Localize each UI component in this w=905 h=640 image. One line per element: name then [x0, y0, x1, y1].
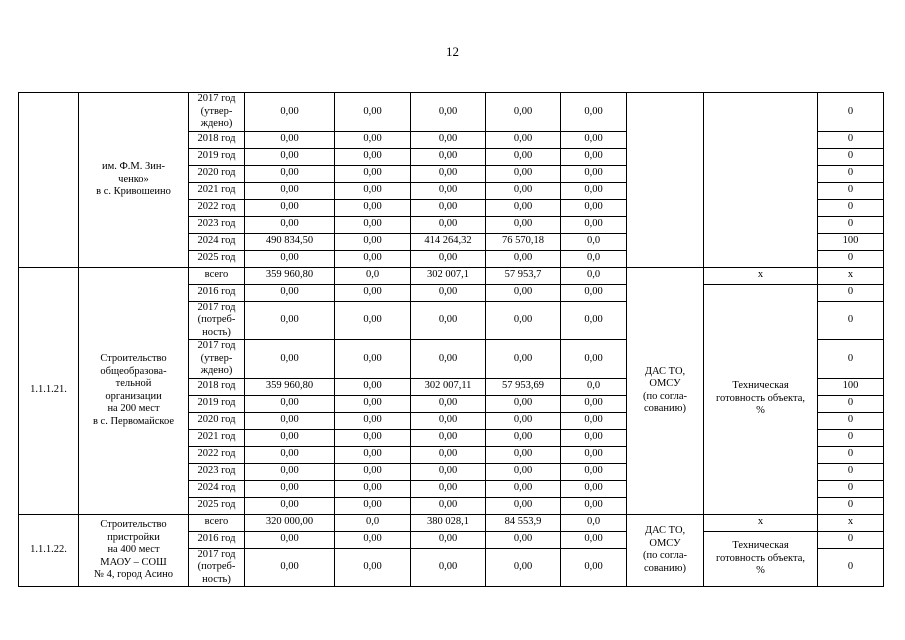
value-cell-v5: 0,0 — [561, 250, 627, 267]
text-line: 2017 год — [197, 548, 236, 560]
value-cell-v2: 0,0 — [335, 514, 411, 531]
value-cell-v4: 0,00 — [486, 301, 561, 340]
text-line: Техническая — [732, 380, 789, 392]
value-cell-v1: 0,00 — [245, 216, 335, 233]
period-label — [189, 131, 245, 148]
value-cell-v5: 0,0 — [561, 233, 627, 250]
value-cell-v4: 0,00 — [486, 182, 561, 199]
text-line: 2017 год — [197, 301, 236, 313]
text-line: (потреб- — [197, 314, 236, 325]
text-line: 2020 год — [197, 167, 236, 179]
value-cell-v4: 57 953,69 — [486, 378, 561, 395]
indicator-cell — [704, 267, 818, 284]
value-cell-v5: 0,00 — [561, 148, 627, 165]
value-cell-v2: 0,00 — [335, 131, 411, 148]
table-row — [19, 267, 884, 284]
value-cell-v2: 0,00 — [335, 93, 411, 132]
value-cell-v1: 359 960,80 — [245, 378, 335, 395]
period-label — [189, 165, 245, 182]
value-cell-v3: 0,00 — [411, 463, 486, 480]
text-line: ность) — [202, 573, 231, 585]
value-cell-v2: 0,00 — [335, 182, 411, 199]
period-label — [189, 182, 245, 199]
value-cell-v3: 0,00 — [411, 395, 486, 412]
value-cell-v2: 0,00 — [335, 301, 411, 340]
text-line: всего — [204, 516, 229, 528]
text-line: 2025 год — [197, 499, 236, 511]
value-cell-v5: 0,00 — [561, 216, 627, 233]
text-line: (потреб- — [197, 561, 236, 572]
value-cell-v4: 0,00 — [486, 395, 561, 412]
text-line: (по согла- — [642, 550, 688, 562]
text-line: ДАС ТО, — [644, 365, 686, 377]
value-cell-v4: 0,00 — [486, 463, 561, 480]
value-cell-v1: 0,00 — [245, 395, 335, 412]
text-line: готовность объекта, — [716, 552, 805, 564]
value-cell-v4: 0,00 — [486, 93, 561, 132]
value-cell-v1: 0,00 — [245, 131, 335, 148]
period-label — [189, 233, 245, 250]
period-label — [189, 497, 245, 514]
value-cell-v1: 0,00 — [245, 548, 335, 587]
indicator-value: 0 — [818, 301, 884, 340]
text-line: Строительство — [100, 519, 167, 530]
value-cell-v5: 0,0 — [561, 514, 627, 531]
indicator-value: 0 — [818, 531, 884, 548]
value-cell-v3: 0,00 — [411, 165, 486, 182]
indicator-value: 0 — [818, 165, 884, 182]
value-cell-v1: 0,00 — [245, 531, 335, 548]
text-line: 2023 год — [197, 218, 236, 230]
indicator-name — [704, 284, 818, 514]
value-cell-v2: 0,00 — [335, 446, 411, 463]
value-cell-v2: 0,00 — [335, 480, 411, 497]
text-line: ченко» — [118, 173, 149, 185]
text-line: (утвер- — [200, 105, 233, 117]
value-cell-v4: 0,00 — [486, 199, 561, 216]
value-cell-v5: 0,00 — [561, 301, 627, 340]
value-cell-v2: 0,00 — [335, 395, 411, 412]
value-cell-v1: 359 960,80 — [245, 267, 335, 284]
value-cell-v2: 0,00 — [335, 216, 411, 233]
period-label — [189, 548, 245, 587]
period-label — [189, 378, 245, 395]
value-cell-v4: 0,00 — [486, 446, 561, 463]
text-line: организации — [105, 390, 162, 402]
value-cell-v3: 0,00 — [411, 199, 486, 216]
value-cell-v5: 0,00 — [561, 548, 627, 587]
table-row — [19, 514, 884, 531]
value-cell-v2: 0,00 — [335, 378, 411, 395]
value-cell-v3: 0,00 — [411, 93, 486, 132]
item-name — [79, 93, 189, 268]
value-cell-v4: 0,00 — [486, 131, 561, 148]
period-label — [189, 480, 245, 497]
value-cell-v5: 0,00 — [561, 165, 627, 182]
value-cell-v4: 0,00 — [486, 412, 561, 429]
responsible-executor — [627, 267, 704, 514]
page-number: 12 — [446, 44, 459, 59]
value-cell-v3: 0,00 — [411, 216, 486, 233]
value-cell-v3: 0,00 — [411, 250, 486, 267]
indicator-value: 0 — [818, 182, 884, 199]
value-cell-v3: 0,00 — [411, 548, 486, 587]
value-cell-v5: 0,00 — [561, 429, 627, 446]
value-cell-v2: 0,00 — [335, 463, 411, 480]
text-line: (утвер- — [200, 352, 233, 364]
responsible-executor — [627, 93, 704, 268]
indicator-name — [704, 531, 818, 587]
value-cell-v5: 0,00 — [561, 446, 627, 463]
value-cell-v5: 0,00 — [561, 412, 627, 429]
period-label — [189, 148, 245, 165]
value-cell-v1: 320 000,00 — [245, 514, 335, 531]
text-line: на 200 мест — [107, 403, 160, 414]
value-cell-v4: 0,00 — [486, 148, 561, 165]
value-cell-v5: 0,00 — [561, 284, 627, 301]
value-cell-v1: 0,00 — [245, 463, 335, 480]
value-cell-v1: 490 834,50 — [245, 233, 335, 250]
value-cell-v1: 0,00 — [245, 301, 335, 340]
value-cell-v2: 0,00 — [335, 497, 411, 514]
period-label — [189, 395, 245, 412]
value-cell-v3: 0,00 — [411, 182, 486, 199]
value-cell-v5: 0,00 — [561, 497, 627, 514]
value-cell-v4: 76 570,18 — [486, 233, 561, 250]
indicator-value: 0 — [818, 463, 884, 480]
value-cell-v5: 0,0 — [561, 267, 627, 284]
value-cell-v3: 302 007,1 — [411, 267, 486, 284]
period-label — [189, 429, 245, 446]
indicator-value: 0 — [818, 340, 884, 379]
value-cell-v4: 0,00 — [486, 165, 561, 182]
text-line: ность) — [202, 326, 231, 338]
value-cell-v4: 0,00 — [486, 284, 561, 301]
text-line: ждено) — [200, 118, 233, 129]
period-label — [189, 284, 245, 301]
indicator-value: 0 — [818, 131, 884, 148]
value-cell-v5: 0,00 — [561, 182, 627, 199]
value-cell-v3: 0,00 — [411, 284, 486, 301]
text-line: Техническая — [732, 540, 789, 551]
text-line: на 400 мест — [107, 544, 160, 555]
text-line: сованию) — [644, 403, 686, 414]
value-cell-v1: 0,00 — [245, 497, 335, 514]
value-cell-v1: 0,00 — [245, 446, 335, 463]
item-name — [79, 514, 189, 587]
indicator-value: 0 — [818, 250, 884, 267]
value-cell-v3: 0,00 — [411, 480, 486, 497]
value-cell-v5: 0,00 — [561, 93, 627, 132]
value-cell-v3: 0,00 — [411, 412, 486, 429]
text-line: всего — [204, 269, 229, 281]
text-line: 2016 год — [197, 286, 236, 298]
indicator-value: 100 — [818, 233, 884, 250]
text-line: 2022 год — [197, 448, 236, 460]
value-cell-v2: 0,00 — [335, 548, 411, 587]
text-line: пристройки — [107, 531, 160, 543]
text-line: ДАС ТО, — [644, 525, 686, 537]
value-cell-v4: 57 953,7 — [486, 267, 561, 284]
indicator-value: 0 — [818, 284, 884, 301]
text-line: ОМСУ — [649, 378, 681, 389]
text-line: 2023 год — [197, 465, 236, 477]
value-cell-v1: 0,00 — [245, 148, 335, 165]
indicator-value: 0 — [818, 429, 884, 446]
value-cell-v3: 380 028,1 — [411, 514, 486, 531]
value-cell-v3: 0,00 — [411, 531, 486, 548]
period-label — [189, 250, 245, 267]
indicator-value: 0 — [818, 548, 884, 587]
value-cell-v1: 0,00 — [245, 199, 335, 216]
text-line: 2021 год — [197, 431, 236, 443]
value-cell-v2: 0,00 — [335, 412, 411, 429]
text-line: общеобразова- — [100, 365, 167, 377]
value-cell-v3: 0,00 — [411, 131, 486, 148]
text-line: 2017 год — [197, 93, 236, 104]
value-cell-v3: 414 264,32 — [411, 233, 486, 250]
period-label — [189, 199, 245, 216]
text-line: 2018 год — [197, 133, 236, 145]
indicator-value: 0 — [818, 446, 884, 463]
text-line: % — [756, 565, 765, 576]
indicator-value: 0 — [818, 216, 884, 233]
text-line: 2021 год — [197, 184, 236, 196]
text-line: тельной — [115, 378, 152, 389]
value-cell-v2: 0,00 — [335, 165, 411, 182]
value-cell-v4: 0,00 — [486, 497, 561, 514]
period-label — [189, 216, 245, 233]
value-cell-v4: 84 553,9 — [486, 514, 561, 531]
value-cell-v4: 0,00 — [486, 531, 561, 548]
text-line: ОМСУ — [649, 537, 681, 549]
value-cell-v2: 0,0 — [335, 267, 411, 284]
text-line: % — [756, 405, 765, 417]
period-label — [189, 301, 245, 340]
indicator-value: 0 — [818, 148, 884, 165]
value-cell-v1: 0,00 — [245, 412, 335, 429]
text-line: 2022 год — [197, 201, 236, 213]
indicator-value: 0 — [818, 199, 884, 216]
indicator-value: 0 — [818, 412, 884, 429]
period-label — [189, 340, 245, 379]
table-body — [19, 93, 884, 587]
value-cell-v2: 0,00 — [335, 148, 411, 165]
text-line: Строительство — [100, 353, 167, 364]
indicator-value: х — [818, 267, 884, 284]
text-line: ждено) — [200, 365, 233, 376]
responsible-executor — [627, 514, 704, 587]
value-cell-v3: 302 007,11 — [411, 378, 486, 395]
text-line: 2025 год — [197, 252, 236, 264]
value-cell-v3: 0,00 — [411, 340, 486, 379]
value-cell-v1: 0,00 — [245, 480, 335, 497]
text-line: № 4, город Асино — [93, 569, 174, 580]
value-cell-v3: 0,00 — [411, 148, 486, 165]
text-line: 2016 год — [197, 533, 236, 545]
value-cell-v1: 0,00 — [245, 165, 335, 182]
value-cell-v5: 0,00 — [561, 480, 627, 497]
period-label — [189, 531, 245, 548]
value-cell-v2: 0,00 — [335, 250, 411, 267]
value-cell-v5: 0,00 — [561, 199, 627, 216]
value-cell-v1: 0,00 — [245, 429, 335, 446]
period-label — [189, 446, 245, 463]
item-number: 1.1.1.21. — [19, 267, 79, 514]
value-cell-v4: 0,00 — [486, 480, 561, 497]
value-cell-v5: 0,00 — [561, 340, 627, 379]
period-label — [189, 412, 245, 429]
value-cell-v5: 0,00 — [561, 463, 627, 480]
budget-table — [18, 92, 884, 587]
value-cell-v3: 0,00 — [411, 446, 486, 463]
value-cell-v1: 0,00 — [245, 182, 335, 199]
period-label — [189, 463, 245, 480]
period-label — [189, 93, 245, 132]
value-cell-v2: 0,00 — [335, 429, 411, 446]
period-label — [189, 267, 245, 284]
item-number — [19, 93, 79, 268]
value-cell-v1: 0,00 — [245, 284, 335, 301]
indicator-cell — [704, 514, 818, 531]
value-cell-v5: 0,00 — [561, 531, 627, 548]
value-cell-v4: 0,00 — [486, 340, 561, 379]
text-line: сованию) — [644, 562, 686, 574]
value-cell-v2: 0,00 — [335, 199, 411, 216]
indicator-value: 100 — [818, 378, 884, 395]
text-line: 2017 год — [197, 340, 236, 351]
text-line: х — [757, 269, 764, 281]
indicator-value: х — [818, 514, 884, 531]
indicator-cell — [704, 93, 818, 268]
value-cell-v3: 0,00 — [411, 497, 486, 514]
text-line: в с. Кривошеино — [96, 186, 171, 197]
value-cell-v2: 0,00 — [335, 233, 411, 250]
text-line: в с. Первомайское — [92, 415, 175, 427]
value-cell-v3: 0,00 — [411, 429, 486, 446]
value-cell-v4: 0,00 — [486, 548, 561, 587]
value-cell-v1: 0,00 — [245, 93, 335, 132]
table-row — [19, 93, 884, 132]
indicator-value: 0 — [818, 395, 884, 412]
value-cell-v1: 0,00 — [245, 250, 335, 267]
value-cell-v5: 0,00 — [561, 131, 627, 148]
value-cell-v2: 0,00 — [335, 284, 411, 301]
text-line: 2020 год — [197, 414, 236, 426]
text-line: 2019 год — [197, 150, 236, 162]
text-line: 2018 год — [197, 380, 236, 392]
value-cell-v4: 0,00 — [486, 250, 561, 267]
item-number: 1.1.1.22. — [19, 514, 79, 587]
item-name — [79, 267, 189, 514]
text-line: 2024 год — [197, 482, 236, 494]
text-line: готовность объекта, — [716, 392, 805, 404]
value-cell-v4: 0,00 — [486, 216, 561, 233]
value-cell-v5: 0,00 — [561, 395, 627, 412]
period-label — [189, 514, 245, 531]
value-cell-v4: 0,00 — [486, 429, 561, 446]
indicator-value: 0 — [818, 480, 884, 497]
text-line: им. Ф.М. Зин- — [101, 161, 165, 172]
value-cell-v5: 0,0 — [561, 378, 627, 395]
text-line: МАОУ – СОШ — [100, 556, 167, 568]
value-cell-v1: 0,00 — [245, 340, 335, 379]
text-line: (по согла- — [642, 390, 688, 402]
value-cell-v3: 0,00 — [411, 301, 486, 340]
indicator-value: 0 — [818, 497, 884, 514]
indicator-value: 0 — [818, 93, 884, 132]
value-cell-v2: 0,00 — [335, 340, 411, 379]
text-line: х — [757, 516, 764, 528]
value-cell-v2: 0,00 — [335, 531, 411, 548]
text-line: 2019 год — [197, 397, 236, 409]
text-line: 2024 год — [197, 235, 236, 247]
